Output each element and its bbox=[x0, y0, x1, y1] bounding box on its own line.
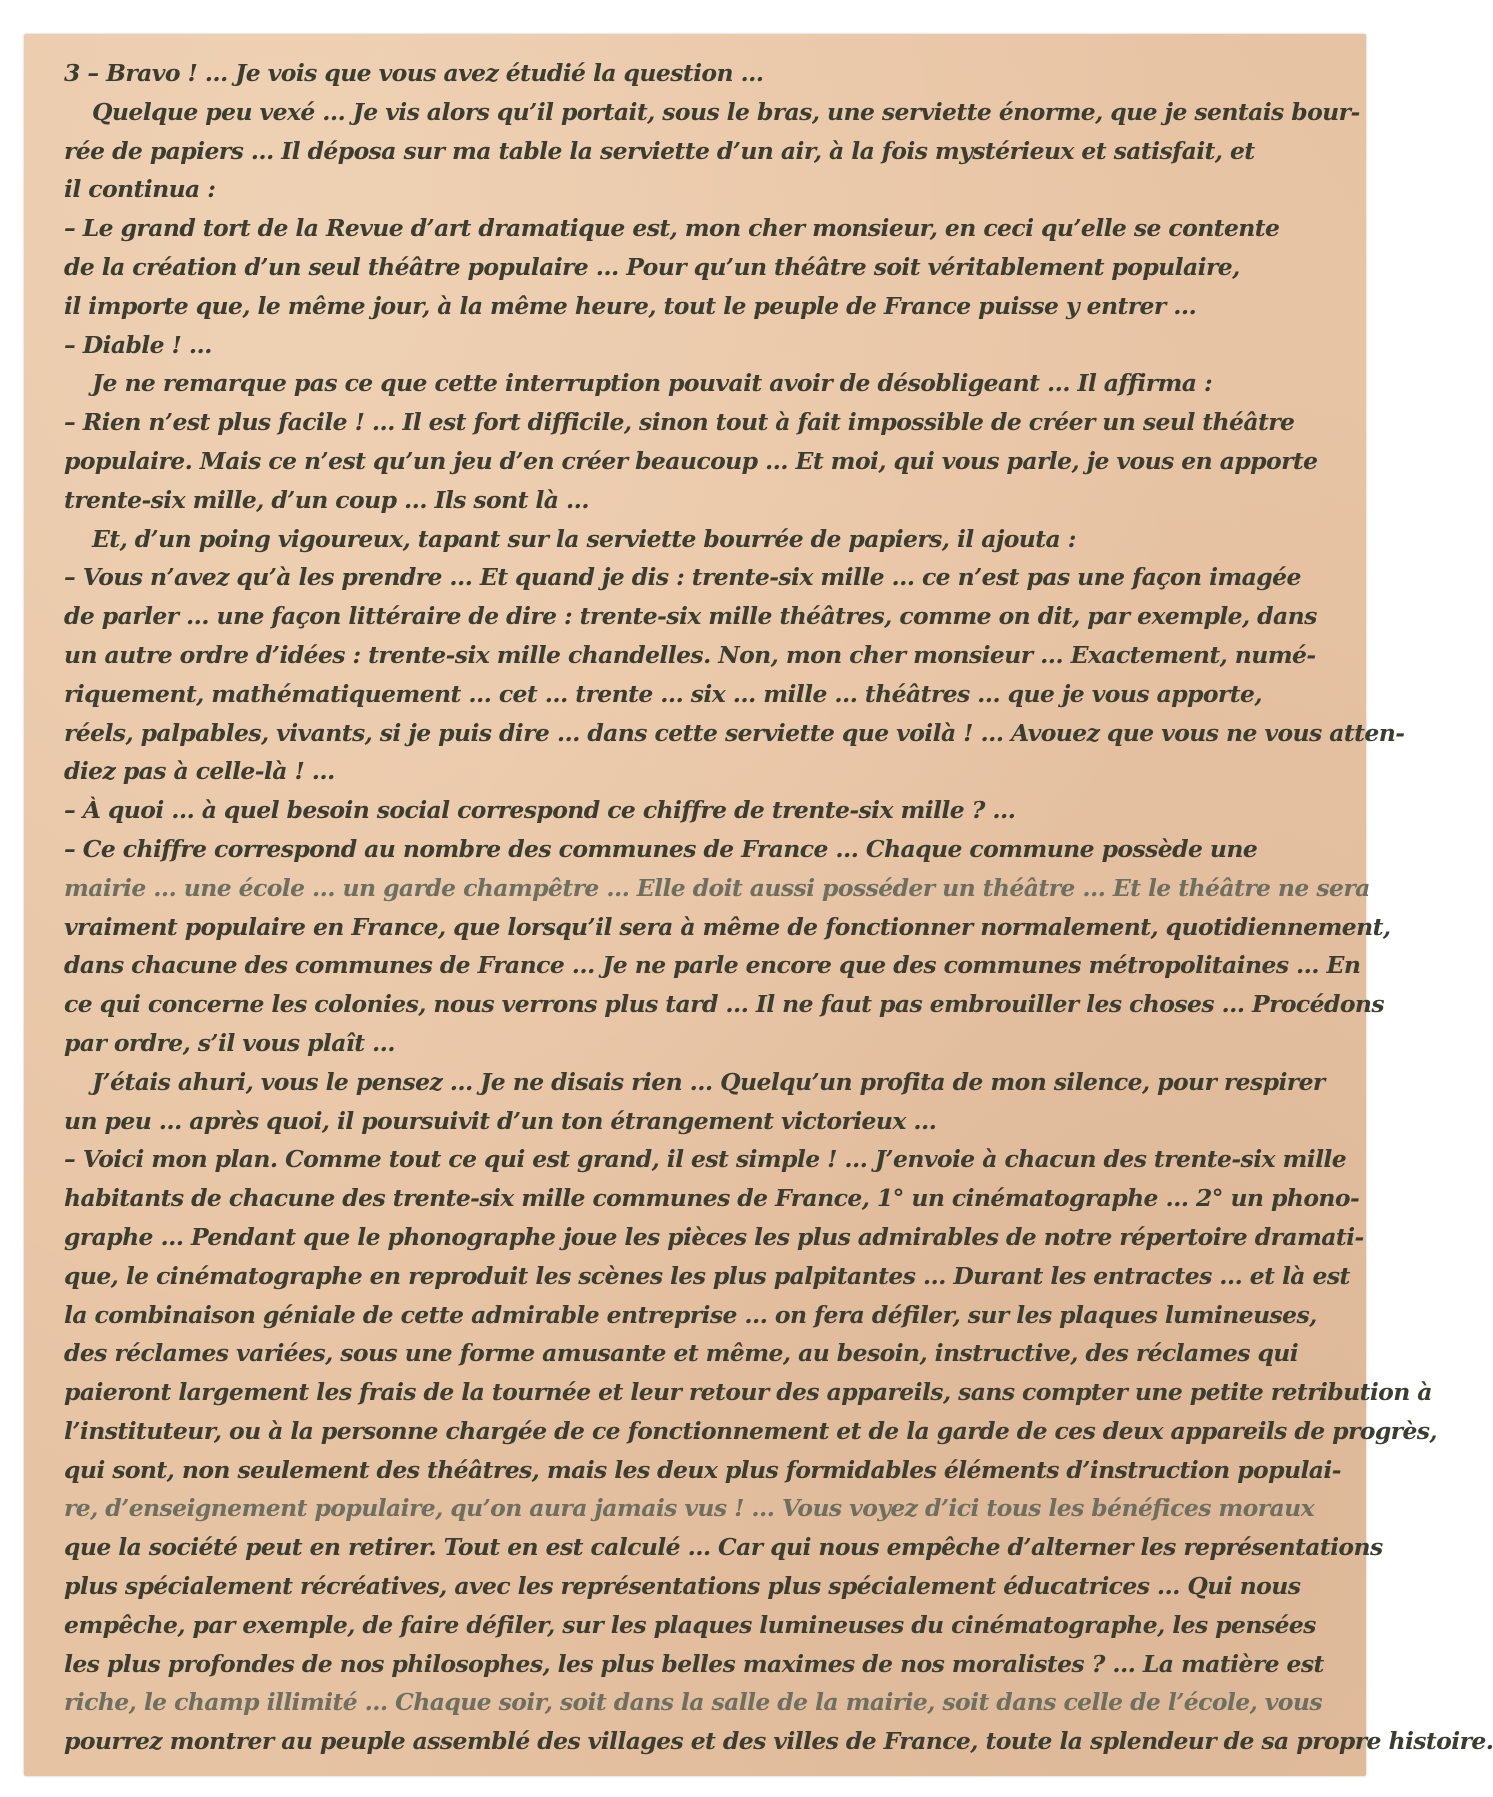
text-line-43: riche, le champ illimité … Chaque soir, soit dans la salle de la mairie, soit dans celle de l’école, vous bbox=[64, 1688, 1322, 1717]
text-line-18: réels, palpables, vivants, si je puis dire … dans cette serviette que voilà ! … Avouez que vous ne vous atten- bbox=[64, 718, 1405, 747]
text-line-40: plus spécialement récréatives, avec les représentations plus spécialement éducatrices … Qui nous bbox=[64, 1572, 1301, 1601]
text-line-9: Je ne remarque pas ce que cette interruption pouvait avoir de désobligeant … Il affirma : bbox=[92, 369, 1213, 398]
text-line-36: l’instituteur, ou à la personne chargée de ce fonctionnement et de la garde de ces deux appareils de progrès, bbox=[64, 1416, 1438, 1445]
text-line-35: paieront largement les frais de la tournée et leur retour des appareils, sans compter une petite retribution à bbox=[64, 1378, 1432, 1407]
text-line-27: J’étais ahuri, vous le pensez … Je ne disais rien … Quelqu’un profita de mon silence, pour respirer bbox=[92, 1067, 1325, 1096]
text-line-21: – Ce chiffre correspond au nombre des communes de France … Chaque commune possède une bbox=[64, 834, 1258, 863]
text-line-42: les plus profondes de nos philosophes, les plus belles maximes de nos moralistes ? … La matière est bbox=[64, 1649, 1324, 1678]
text-line-4: il continua : bbox=[64, 175, 216, 204]
text-line-41: empêche, par exemple, de faire défiler, sur les plaques lumineuses du cinématographe, les pensées bbox=[64, 1610, 1316, 1639]
text-line-14: – Vous n’avez qu’à les prendre … Et quand je dis : trente-six mille … ce n’est pas une façon imagée bbox=[64, 563, 1301, 592]
text-line-7: il importe que, le même jour, à la même heure, tout le peuple de France puisse y entrer … bbox=[64, 291, 1197, 320]
text-line-6: de la création d’un seul théâtre populaire … Pour qu’un théâtre soit véritablement populaire, bbox=[64, 252, 1240, 281]
manuscript-page bbox=[24, 34, 1493, 1776]
text-line-29: – Voici mon plan. Comme tout ce qui est grand, il est simple ! … J’envoie à chacun des trente-six mille bbox=[64, 1145, 1347, 1174]
text-line-28: un peu … après quoi, il poursuivit d’un ton étrangement victorieux … bbox=[64, 1106, 937, 1135]
text-line-22: mairie … une école … un garde champêtre … Elle doit aussi posséder un théâtre … Et le théâtre ne sera bbox=[64, 873, 1370, 902]
text-line-17: riquement, mathématiquement … cet … trente … six … mille … théâtres … que je vous apporte, bbox=[64, 679, 1262, 708]
text-line-5: – Le grand tort de la Revue d’art dramatique est, mon cher monsieur, en ceci qu’elle se contente bbox=[64, 214, 1280, 243]
text-line-20: – À quoi … à quel besoin social correspond ce chiffre de trente-six mille ? … bbox=[64, 796, 1016, 825]
text-line-32: que, le cinématographe en reproduit les scènes les plus palpitantes … Durant les entractes … et là est bbox=[64, 1261, 1350, 1290]
text-line-1: 3 – Bravo ! … Je vois que vous avez étudié la question … bbox=[64, 59, 764, 87]
text-line-23: vraiment populaire en France, que lorsqu’il sera à même de fonctionner normalement, quotidiennement, bbox=[64, 912, 1391, 941]
text-line-25: ce qui concerne les colonies, nous verrons plus tard … Il ne faut pas embrouiller les choses … Procédons bbox=[64, 990, 1385, 1019]
text-line-19: diez pas à celle-là ! … bbox=[64, 757, 335, 786]
text-line-13: Et, d’un poing vigoureux, tapant sur la serviette bourrée de papiers, il ajouta : bbox=[92, 524, 1076, 553]
text-line-16: un autre ordre d’idées : trente-six mille chandelles. Non, mon cher monsieur … Exactement, numé- bbox=[64, 640, 1316, 669]
text-line-31: graphe … Pendant que le phonographe joue les pièces les plus admirables de notre répertoire dramati- bbox=[64, 1222, 1364, 1251]
text-line-10: – Rien n’est plus facile ! … Il est fort difficile, sinon tout à fait impossible de créer un seul théâtre bbox=[64, 408, 1295, 437]
handwritten-text bbox=[64, 54, 1493, 1761]
text-line-2: Quelque peu vexé … Je vis alors qu’il portait, sous le bras, une serviette énorme, que je sentais bour- bbox=[92, 97, 1360, 126]
text-line-33: la combinaison géniale de cette admirable entreprise … on fera défiler, sur les plaques lumineuses, bbox=[64, 1300, 1317, 1329]
text-line-37: qui sont, non seulement des théâtres, mais les deux plus formidables éléments d’instruction populai- bbox=[64, 1455, 1341, 1484]
text-line-30: habitants de chacune des trente-six mille communes de France, 1° un cinématographe … 2° un phono- bbox=[64, 1184, 1360, 1213]
text-line-24: dans chacune des communes de France … Je ne parle encore que des communes métropolitaines … En bbox=[64, 951, 1361, 980]
text-line-3: rée de papiers … Il déposa sur ma table la serviette d’un air, à la fois mystérieux et satisfait, et bbox=[64, 136, 1255, 165]
text-line-12: trente-six mille, d’un coup … Ils sont là … bbox=[64, 485, 589, 514]
page-number: 3 bbox=[64, 59, 80, 87]
text-line-39: que la société peut en retirer. Tout en est calculé … Car qui nous empêche d’alterner les représentations bbox=[64, 1533, 1383, 1562]
text-line-34: des réclames variées, sous une forme amusante et même, au besoin, instructive, des réclames qui bbox=[64, 1339, 1299, 1368]
text-line-38: re, d’enseignement populaire, qu’on aura jamais vus ! … Vous voyez d’ici tous les bénéfices moraux bbox=[64, 1494, 1315, 1523]
text-line-44: pourrez montrer au peuple assemblé des villages et des villes de France, toute la splendeur de sa propre histoire. bbox=[64, 1727, 1493, 1756]
text-line-8: – Diable ! … bbox=[64, 330, 212, 359]
text-line-26: par ordre, s’il vous plaît … bbox=[64, 1028, 395, 1057]
text-line-15: de parler … une façon littéraire de dire : trente-six mille théâtres, comme on dit, par exemple, dans bbox=[64, 602, 1317, 631]
text-line-11: populaire. Mais ce n’est qu’un jeu d’en créer beaucoup … Et moi, qui vous parle, je vous en apporte bbox=[64, 446, 1318, 475]
